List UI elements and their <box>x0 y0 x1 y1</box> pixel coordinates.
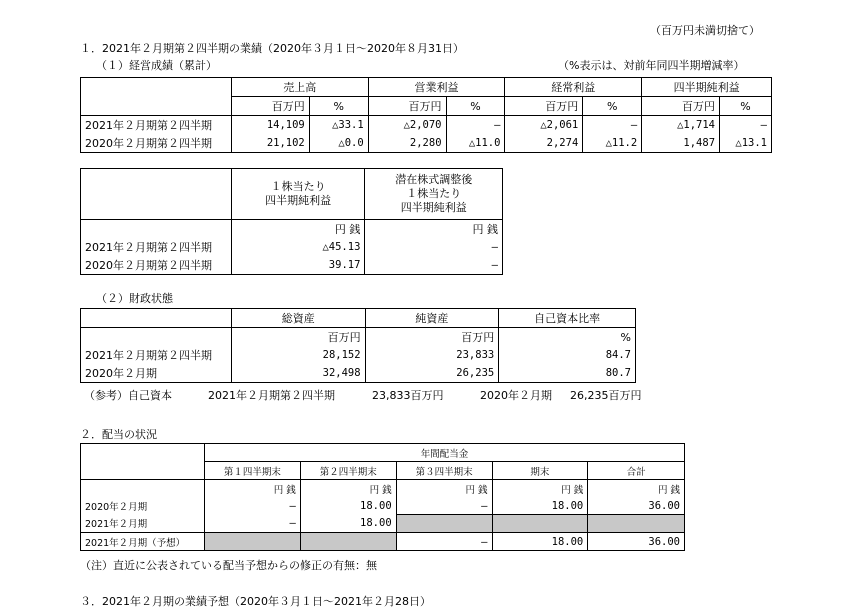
header-ordinary-income: 経常利益 <box>505 78 642 97</box>
cell: △1,714 <box>642 116 720 135</box>
eps-table <box>80 168 503 275</box>
row-label: 2021年２月期第２四半期 <box>81 116 232 135</box>
table-row <box>81 515 685 533</box>
section-1-title: １．2021年２月期第２四半期の業績（2020年３月１日～2020年８月31日） <box>80 42 464 55</box>
row-label: 2020年２月期第２四半期 <box>81 134 232 153</box>
header-diluted-line3: 四半期純利益 <box>400 201 467 214</box>
percent-note: （%表示は、対前年同四半期増減率） <box>558 59 745 72</box>
cell: 18.00 <box>492 533 588 551</box>
cell: ― <box>365 238 503 256</box>
header-net-assets: 純資産 <box>365 309 499 328</box>
cell: ― <box>446 116 505 135</box>
section-2-title: ２．配当の状況 <box>80 428 157 441</box>
header-q3: 第３四半期末 <box>396 462 492 480</box>
table-row <box>81 116 772 135</box>
cell: △11.0 <box>446 134 505 153</box>
header-net-income: 四半期純利益 <box>642 78 772 97</box>
section-3-title: ３．2021年２月期の業績予想（2020年３月１日～2021年２月28日） <box>80 595 431 608</box>
unit-cell: 百万円 <box>231 328 365 347</box>
table-row <box>81 497 685 515</box>
unit-cell: 円 銭 <box>300 480 396 498</box>
cell: 32,498 <box>231 364 365 383</box>
table-corner <box>81 444 205 480</box>
unit-cell: 円 銭 <box>396 480 492 498</box>
cell: ― <box>204 515 300 533</box>
cell: 80.7 <box>499 364 636 383</box>
table-row <box>81 256 503 275</box>
cell: △33.1 <box>309 116 368 135</box>
row-label: 2021年２月期第２四半期 <box>81 238 232 256</box>
reference-value-1: 23,833百万円 <box>372 389 444 402</box>
cell: 39.17 <box>231 256 365 275</box>
cell: △11.2 <box>583 134 642 153</box>
reference-value-2: 26,235百万円 <box>570 389 642 402</box>
unit-cell: 円 銭 <box>365 220 503 239</box>
header-sales: 売上高 <box>231 78 368 97</box>
cell: 18.00 <box>300 497 396 515</box>
table-row <box>81 238 503 256</box>
header-year-end: 期末 <box>492 462 588 480</box>
row-label: 2020年２月期第２四半期 <box>81 256 232 275</box>
dividend-note: （注）直近に公表されている配当予想からの修正の有無：無 <box>80 559 377 572</box>
cell: 36.00 <box>588 497 685 515</box>
header-eps-line1: １株当たり <box>270 180 326 193</box>
unit-note: （百万円未満切捨て） <box>650 24 760 37</box>
cell: 21,102 <box>231 134 309 153</box>
reference-period-2: 2020年２月期 <box>480 389 552 402</box>
table-row <box>81 533 685 551</box>
cell: ― <box>396 497 492 515</box>
unit-cell: % <box>309 97 368 116</box>
unit-cell: 円 銭 <box>588 480 685 498</box>
financial-position-table <box>80 308 636 383</box>
cell: 18.00 <box>492 497 588 515</box>
cell: △2,070 <box>368 116 446 135</box>
header-diluted-eps <box>365 169 503 220</box>
row-label: 2020年２月期 <box>81 497 205 515</box>
cell: △0.0 <box>309 134 368 153</box>
header-annual-dividend: 年間配当金 <box>204 444 684 462</box>
header-equity-ratio: 自己資本比率 <box>499 309 636 328</box>
row-label: 2020年２月期 <box>81 364 232 383</box>
unit-cell: % <box>720 97 772 116</box>
cell: ― <box>583 116 642 135</box>
empty-cell <box>81 220 232 239</box>
table-corner <box>81 169 232 220</box>
operating-results-table <box>80 77 772 153</box>
unit-cell: 百万円 <box>642 97 720 116</box>
shaded-cell <box>204 533 300 551</box>
header-q2: 第２四半期末 <box>300 462 396 480</box>
cell: ― <box>720 116 772 135</box>
cell: ― <box>365 256 503 275</box>
row-label: 2021年２月期 <box>81 515 205 533</box>
shaded-cell <box>588 515 685 533</box>
cell: 23,833 <box>365 346 499 364</box>
subsection-financial-position: （２）財政状態 <box>96 292 173 305</box>
unit-cell: 百万円 <box>231 97 309 116</box>
header-diluted-line2: １株当たり <box>406 187 462 200</box>
unit-cell: 百万円 <box>368 97 446 116</box>
unit-cell: % <box>446 97 505 116</box>
header-total-assets: 総資産 <box>231 309 365 328</box>
cell: 18.00 <box>300 515 396 533</box>
table-corner <box>81 309 232 328</box>
table-row <box>81 346 636 364</box>
cell: △45.13 <box>231 238 365 256</box>
cell: △2,061 <box>505 116 583 135</box>
cell: ― <box>204 497 300 515</box>
cell: 26,235 <box>365 364 499 383</box>
unit-cell: % <box>499 328 636 347</box>
dividend-table <box>80 443 685 551</box>
header-operating-income: 営業利益 <box>368 78 505 97</box>
table-row <box>81 134 772 153</box>
header-q1: 第１四半期末 <box>204 462 300 480</box>
cell: 36.00 <box>588 533 685 551</box>
shaded-cell <box>396 515 492 533</box>
cell: △13.1 <box>720 134 772 153</box>
shaded-cell <box>300 533 396 551</box>
shaded-cell <box>492 515 588 533</box>
empty-cell <box>81 480 205 498</box>
header-eps <box>231 169 365 220</box>
reference-label: （参考）自己資本 <box>84 389 172 402</box>
header-total: 合計 <box>588 462 685 480</box>
unit-cell: 円 銭 <box>492 480 588 498</box>
cell: 2,280 <box>368 134 446 153</box>
unit-cell: 百万円 <box>505 97 583 116</box>
reference-period-1: 2021年２月期第２四半期 <box>208 389 335 402</box>
cell: 2,274 <box>505 134 583 153</box>
unit-cell: 百万円 <box>365 328 499 347</box>
row-label: 2021年２月期（予想） <box>81 533 205 551</box>
header-diluted-line1: 潜在株式調整後 <box>395 173 473 186</box>
cell: ― <box>396 533 492 551</box>
unit-cell: 円 銭 <box>231 220 365 239</box>
cell: 1,487 <box>642 134 720 153</box>
header-eps-line2: 四半期純利益 <box>265 194 332 207</box>
unit-cell: 円 銭 <box>204 480 300 498</box>
empty-cell <box>81 328 232 347</box>
table-row <box>81 364 636 383</box>
table-corner <box>81 78 232 116</box>
cell: 14,109 <box>231 116 309 135</box>
subsection-operating-results: （１）経営成績（累計） <box>96 59 217 72</box>
row-label: 2021年２月期第２四半期 <box>81 346 232 364</box>
cell: 28,152 <box>231 346 365 364</box>
cell: 84.7 <box>499 346 636 364</box>
unit-cell: % <box>583 97 642 116</box>
